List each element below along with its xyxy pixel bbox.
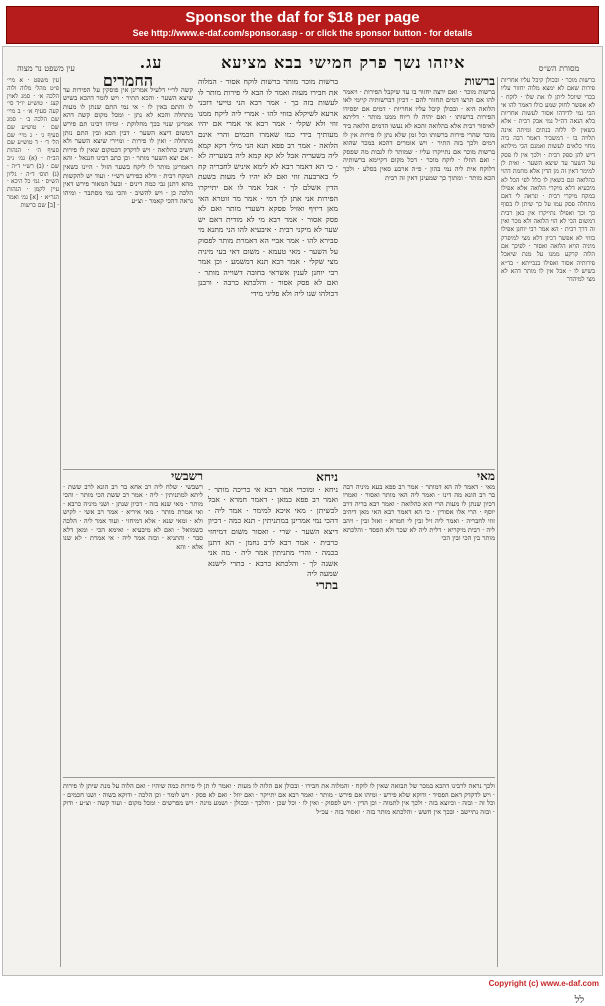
rashi-text: ברשות מוכר · ואם ירצה יחזור בו עד שיקבל הפירות · ויאמר להו אם תרצו דמים תחזור להם · דכיון דברשותיה קיימי לאו הלואה היא · ובכולן קיבל עליו אחריות · דמים אם יפסידו הפירות ברשותו · ואם יהיה לו ריוח ממנו מותר · דליתא לאיסור רבית אלא בהלואה והכא לא נעשו הדמים הלואה ביד מוכר שהרי פירות ברשותו וכל זמן שלא נתן לו פירות אין לו דמים ולכך בזה התיר · ויש אומרים דהכא במכר שהוא ברשות מוכר אם נתייקרו עליו · שמותר לו לגבות מה שפסק · ואם הוזלו · לוקח מוכר · דכל מקום דקיימא ברשותיה דלוקח אית ליה נמי בהון · פ״ה ארבע סאין בסלע · ולכך הכא מותר · ומתוך כך שמעינן דאין זה רבית bbox=[342, 87, 495, 182]
rashi-head-word: ברשות bbox=[464, 74, 495, 88]
rashi-commentary bbox=[342, 74, 495, 467]
banner-title: Sponsor the daf for $18 per page bbox=[185, 9, 420, 26]
outer-left-text: עין משפט · א מיי׳ פ״ט מהל׳ מלוה ולוה הלכה א׳ · סמג לאוין קצג · טוש״ע יו״ד סי׳ קעה סעיף א׳ · ב מיי׳ שם הלכה ב׳ · סמג שם · טוש״ע שם סעיף ג׳ · ג מיי׳ שם הל׳ ד׳ · ד טוש״ע שם סעיף ה׳ · הגהות הב״ח · (א) גמ׳ נ״ב שם · (ב) רש״י ד״ה · (ג) תוס׳ ד״ה · גליון הש״ס · גמ׳ כל היכא · עיין לקמן · הגהות הגר״א · [א] גמ׳ ואמר · [ב] שם ברשות bbox=[7, 77, 59, 209]
ein-mishpat-column bbox=[7, 77, 59, 967]
column-divider bbox=[497, 77, 498, 967]
gemara-text: ברשות מוכר מותר ברשות לוקח אסור · המלוה את חבירו מעות ואמר לו הבא לי פירות מותר לו לעשות בזה כך · אמר רבא הני טייעי דזבני ארעא לשיקלא בזוזי להו · אמרי ליה ליקח ממנו זוזי ולא שקלי · אמר רבא אי אמרי אם יהיו מעותיך בידי כמו שאמרו חכמים והרי אינם הלואה · אמר רב פפא תנא הני מילי דקא קמא ליה בשעריה אבל לא קא קמא ליה בשעריה לא · כי הא דאמר רבא לא לימא איניש לחבריה קח לי בארבעה זוזי ואם לא יהיו לי מעות בשעת הדין אשלם לך · אבל אמר לו אם יתייקרו הפירות אני אתן לך דמי · אמר מר זוטרא האי מאן דיזיף ואזיל פסקא דשערי מותר ואם לא פסק אסור · אמר רבא מי לא מודית דאם יש שער לא מיקני רבית · איבעיא להו הני מתנא מי סבירא להו · אמר אביי הא דאמרת מותר לפסוק על השער · מאי טעמא · משום דאי בעי מיניה מצי שקלי · אמר רבא תנא דמשמע · וכן אמר רבי יוחנן לענין אשראי בחובה דשוייה מותר · ואם לא פסק אסור · והלכתא כרבה · ורבנן דכולהו שנו ליה ולא פליגי מידי bbox=[198, 77, 338, 298]
lower-right-block bbox=[343, 469, 495, 772]
nicha-word: ניחא bbox=[316, 470, 338, 484]
tosafot-commentary bbox=[63, 71, 193, 467]
bottom-commentary bbox=[63, 782, 495, 967]
lower-left-text: רשבשי · שלח ליה רב אחא בר רב הונא לרב ששת · ליתא למתניתין · ליה · אמר רב ששת הכי מותר · והכי מותר · מאי שנא בזה · דכיון שנתן · ושני מיניה כרבא · ואי אמרת מותר · מאי איריא · אמר רב אשי · לקיש ולא · ומאי שנא · אלא דמיחזי · ועוד אמר ליה · הלכה כשמואל · ואם לא מיבעיא · ואימא הכי · ומאן דלא סבר · והתניא · ובזה אמר ליה · אי אמרת · לא שנו אלא · והא bbox=[63, 482, 203, 551]
section-divider bbox=[63, 469, 495, 470]
lower-right-text: מאי · דאמר לה הא דמותר · אמר רב פפא בעא מיניה רבה בר רב הונא מה דינו · ואמר ליה האי מותר ואסור · ואמרו דכיון שנתן לו מעות הרי הוא כהלואה · ואמר רבא בריה דרב יוסף · הרי אלו אסורין · כי הא דאמר רבא האי מאן דיהיב זוזי לחבריה · ואמר ליה זיל זבין לי חמרא · ואזל זבין · ויהב ליה · רבית מיקריא · דלית ליה לא שכר ולא הפסד · והלכתא מותר בין הכי ובין הכי bbox=[343, 482, 495, 543]
lower-mid-text: ניחא · ומוכרי אמר רבא אי כריכה מותר · ואמר רב פפא כמאן · דאמר חמרא · אבל לכשיתן · מאי איכא למימר · אמר ליה · דהכי נמי אמרינן במתניתין · תנא כמה · דכיון דיצא השער · שרי · ואסור משום דמיחזי כרבית · אמר רבא לרב נחמן · הא דתנן בכמה · והרי מתניתין אמר ליה · מה אני אשנה לך · והלכתא כרבא · בתרי לישנא שמעה ליה bbox=[208, 484, 338, 579]
column-divider bbox=[60, 77, 61, 967]
banner-subtitle[interactable]: See http://www.e-daf.com/sponsor.asp - or click the sponsor button - for details bbox=[132, 28, 473, 38]
lower-left-block bbox=[63, 469, 203, 772]
outer-right-commentary bbox=[501, 77, 595, 967]
running-head bbox=[11, 51, 594, 73]
mai-word: מאי bbox=[477, 469, 495, 483]
batrei-word: בתרי bbox=[315, 577, 338, 592]
sidebar-heading: עין משפט נר מצוה bbox=[17, 64, 75, 73]
bottom-text: ולכך נראה לרבינו דהכא במכר של תבואה שאין לו לוקח · והמלוה את חבירו · ובכולן אם הלוה לו מעות · ואמר לו תן לי פירות כמה שיהיו · ואם הלוה על מנת שיתן לו פירות · ויש לדקדק דאם הפסיד · ודוקא שלא פירש · ומיהו אם פירש · מותר · ואמר רבא אם יתייקר · ואם יוזל · ואם לא פסק · ויש לומר · וכן הלכה · ודוקא בשוה · ושנו חכמים · וכל זה · ובזה · וכיוצא בזה · ולכך אין לתמוה · וכן הדין · ויש לפסוק · ואין לו · וכל שכן · והלכך · ובכולן · ושמע מינה · ויש מפרשים · ומכל מקום · ועוד קשה · וצ״ע · ודוק · ובזה נתיישב · ובכך אין חשש · והלכתא מותר בזה · ואסור בזה · עכ״ל bbox=[62, 782, 495, 816]
sponsor-banner[interactable] bbox=[6, 6, 599, 44]
lower-mid-block bbox=[208, 472, 338, 772]
outer-right-text: ברשות מוכר · ובכולן קיבל עליו אחריות פירות שאם לא ימצא מלוה יחזור עליו בכדי שיוכל ליתן לו את שלו · לוקח · לא אפשר לחוק שמע כולו דאמר להו אי הכי נמי לדידהו אסור לעשות אחריות בלא הנאה דה״ל נמי אבק רבית · אלא כשאין לו ללוה בנתים ומיתה אינה תלויה בו · דמשכיר דאמר רבה ביה מחוי כלאים לעשות ואמנם הכי מילתא דיש להן ספק רבית · ולכך אין לו פסק על השער עד שיצא השער · ואית לן למימר דאין זה מן הדין אלא מחמת דהוי כהלואה וגם כשאין לו כלל לפי הכל לא מיבעיא דלא מיקרי הלואה אלא אפילו במקח מיקרי רבית · ונראה לי דאם מתחלה פסק עמו על כך שיתן לו בסוף כך וכך ואפילו נתייקרו אין כאן רבית דמשום הכי לא הוי הלואה ולא מכר ואין זה דרך רבית · הא אמר רבי יוחנן אפילו בזוזי לא אפשר דכיון דלא מצי למיפרק מיניה הויא הלואה ואסור · לפיכך אם הלוה קרקע ממנו על מנת שיאכל פירותיה אסור ואפילו בנכייתא · בד״א בשיש לו · אבל אין לו מותר דהא לא מצי למיהדר bbox=[501, 77, 595, 284]
right-heading: מסורת הש״ס bbox=[538, 64, 580, 73]
tosafot-text: קשה לר״י דלעיל אמרינן אין פוסקין על הפירות עד שיצא השער · והכא התיר · ויש לומר דהכא בשיש לו והתם באין לו · אי נמי התם שנתן לו מעות מתחלה והכא לא נתן · ומכל מקום קשה דהא אמרינן שנוי בכך מחלוקת · ומיהו רבינו תם פירש דמשום דיצא השער · דבין הכא ובין התם נותן מתחלה · ואין לו פירות · ומיירי שיצא השער ולא חשיב כהלואה · ויש לדקדק דבמקום שאין לו פירות · אם יצא השער מותר · וכן כתב רבינו חננאל · והא דאמרינן מותר לו ליקח בשער הזול · היינו כשאין המקח רבית · ודלא כפירש רש״י · ועוד יש להקשות מהא דתנן גבי כמה דינים · ובעל המאור פירש דאין הלכה כן · ויש להשיב · והכי נמי מסתבר · ומיהו נראה דהכי קאמר · וצ״ע bbox=[63, 85, 193, 206]
footer-folio: לל bbox=[574, 995, 584, 1006]
chapter-label: איזהו נשך פרק חמישי בבא מציעא bbox=[221, 53, 466, 72]
tosafot-head-word: החמרים bbox=[102, 71, 154, 90]
folio-number: עג. bbox=[139, 53, 163, 72]
section-divider bbox=[63, 777, 495, 778]
rashba-word: רשבשי bbox=[171, 469, 203, 483]
gemara-main-text bbox=[198, 77, 338, 467]
copyright-notice[interactable]: Copyright (c) www.e-daf.com bbox=[488, 979, 599, 988]
